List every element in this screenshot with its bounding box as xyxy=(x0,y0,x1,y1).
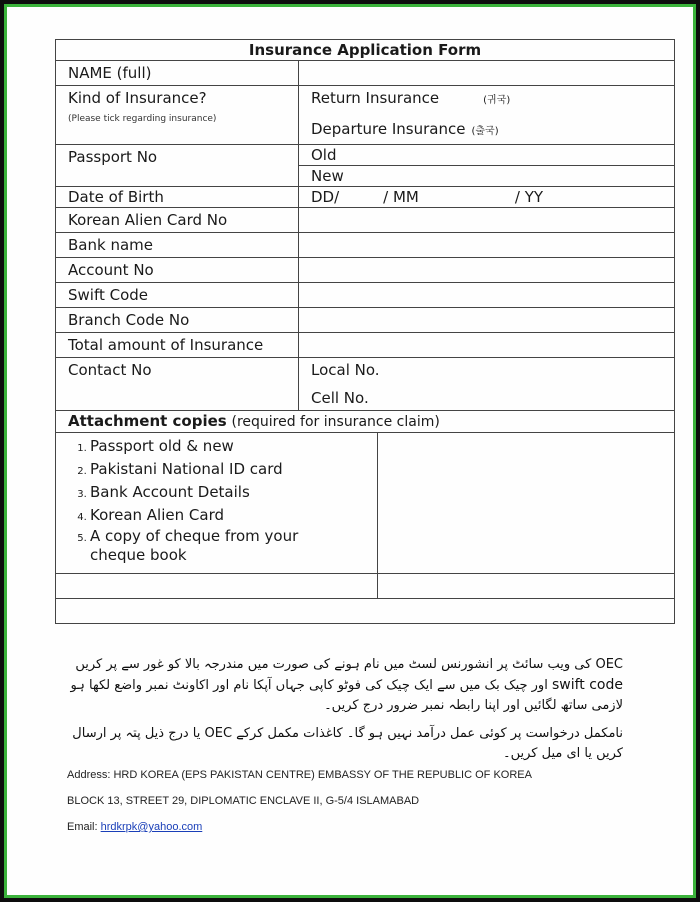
passport-row-old xyxy=(56,145,675,166)
email-line xyxy=(67,821,202,833)
return-insurance-label: Return Insurance xyxy=(311,89,440,107)
contact-cell-field[interactable]: Cell No. xyxy=(311,389,369,407)
return-insurance-option[interactable] xyxy=(311,86,674,113)
contact-fields xyxy=(299,358,675,411)
branch-code-label: Branch Code No xyxy=(56,308,299,333)
form-title: Insurance Application Form xyxy=(56,40,675,61)
swift-code-label: Swift Code xyxy=(56,283,299,308)
urdu-paragraph-1-part2: اور چیک بک میں سے ایک چیک کی فوٹو کاپی جہاں آپکا نام اور اکاونٹ نمبر واضع لکھا ہو لازمی ساتھ لگائیں اور اپنا رابطہ نمبر ضرور درج کریں۔ xyxy=(70,678,623,713)
urdu-paragraph-1-part1: OEC کی ویب سائٹ پر انشورنس لسٹ میں نام ہونے کی صورت میں مندرجہ بالا کو غور سے پر کریں xyxy=(75,657,623,672)
attachments-list-cell xyxy=(56,433,377,574)
contact-local-field[interactable]: Local No. xyxy=(311,361,380,379)
document-frame xyxy=(4,4,696,898)
form-title-row xyxy=(56,40,675,61)
attachments-heading: Attachment copies xyxy=(68,412,227,430)
departure-insurance-option[interactable] xyxy=(311,117,674,144)
swift-code-row xyxy=(56,283,675,308)
attachments-blank-full[interactable] xyxy=(56,599,674,624)
attachment-item: 3. Bank Account Details xyxy=(90,481,377,504)
alien-card-field[interactable] xyxy=(299,208,675,233)
passport-label: Passport No xyxy=(56,145,299,187)
bank-name-row xyxy=(56,233,675,258)
address-line-2: BLOCK 13, STREET 29, DIPLOMATIC ENCLAVE II, G-5/4 ISLAMABAD xyxy=(67,795,420,807)
name-row xyxy=(56,61,675,86)
account-no-row xyxy=(56,258,675,283)
total-amount-row xyxy=(56,333,675,358)
attachments-blank-left[interactable] xyxy=(56,574,377,599)
email-label: Email: xyxy=(67,821,101,833)
urdu-instructions xyxy=(67,655,623,772)
attachments-grid xyxy=(56,433,674,623)
name-label: NAME (full) xyxy=(56,61,299,86)
attachments-blank-right[interactable] xyxy=(377,574,674,599)
swift-code-field[interactable] xyxy=(299,283,675,308)
alien-card-row xyxy=(56,208,675,233)
name-field[interactable] xyxy=(299,61,675,86)
urdu-paragraph-1 xyxy=(67,655,623,716)
urdu-paragraph-2: نامکمل درخواست پر کوئی عمل درآمد نہیں ہو گا۔ کاغذات مکمل کرکے OEC یا درج ذیل پتہ پر ارسال کریں یا ای میل کریں۔ xyxy=(72,726,623,761)
bank-name-label: Bank name xyxy=(56,233,299,258)
account-no-label: Account No xyxy=(56,258,299,283)
document-page xyxy=(7,7,693,895)
attachment-item: 1. Passport old & new xyxy=(90,435,377,458)
attachments-list xyxy=(56,435,377,565)
alien-card-label: Korean Alien Card No xyxy=(56,208,299,233)
contact-row xyxy=(56,358,675,411)
return-insurance-korean: (귀국) xyxy=(483,95,511,106)
kind-of-insurance-row xyxy=(56,86,675,145)
kind-of-insurance-cell xyxy=(56,86,299,145)
attachment-item: 5. A copy of cheque from your cheque book xyxy=(90,527,330,565)
attachments-heading-row xyxy=(56,411,675,433)
address-line-1: Address: HRD KOREA (EPS PAKISTAN CENTRE) EMBASSY OF THE REPUBLIC OF KOREA xyxy=(67,769,532,781)
kind-of-insurance-note: (Please tick regarding insurance) xyxy=(68,114,217,124)
branch-code-row xyxy=(56,308,675,333)
total-amount-label: Total amount of Insurance xyxy=(56,333,299,358)
dob-mm: / MM xyxy=(383,188,419,206)
urdu-swift-code-term: swift code xyxy=(551,677,623,693)
attachments-right-cell[interactable] xyxy=(377,433,674,574)
attachments-body-row xyxy=(56,433,675,624)
kind-of-insurance-label: Kind of Insurance? xyxy=(68,89,207,107)
dob-yy: / YY xyxy=(514,188,544,206)
contact-label: Contact No xyxy=(56,358,299,411)
email-link[interactable]: hrdkrpk@yahoo.com xyxy=(100,821,203,833)
attachment-item: 4. Korean Alien Card xyxy=(90,504,377,527)
attachment-item: 2. Pakistani National ID card xyxy=(90,458,377,481)
attachments-body xyxy=(56,433,675,624)
kind-of-insurance-options xyxy=(299,86,675,145)
account-no-field[interactable] xyxy=(299,258,675,283)
dob-row xyxy=(56,187,675,208)
insurance-application-form xyxy=(55,39,675,624)
attachments-subheading: (required for insurance claim) xyxy=(231,414,440,430)
attachments-heading-cell xyxy=(56,411,675,433)
departure-insurance-label: Departure Insurance xyxy=(311,120,466,138)
total-amount-field[interactable] xyxy=(299,333,675,358)
bank-name-field[interactable] xyxy=(299,233,675,258)
passport-new-field[interactable]: New xyxy=(299,166,675,187)
dob-field[interactable] xyxy=(299,187,675,208)
passport-old-field[interactable]: Old xyxy=(299,145,675,166)
dob-label: Date of Birth xyxy=(56,187,299,208)
dob-dd: DD/ xyxy=(311,188,340,206)
branch-code-field[interactable] xyxy=(299,308,675,333)
departure-insurance-korean: (출국) xyxy=(471,126,499,137)
